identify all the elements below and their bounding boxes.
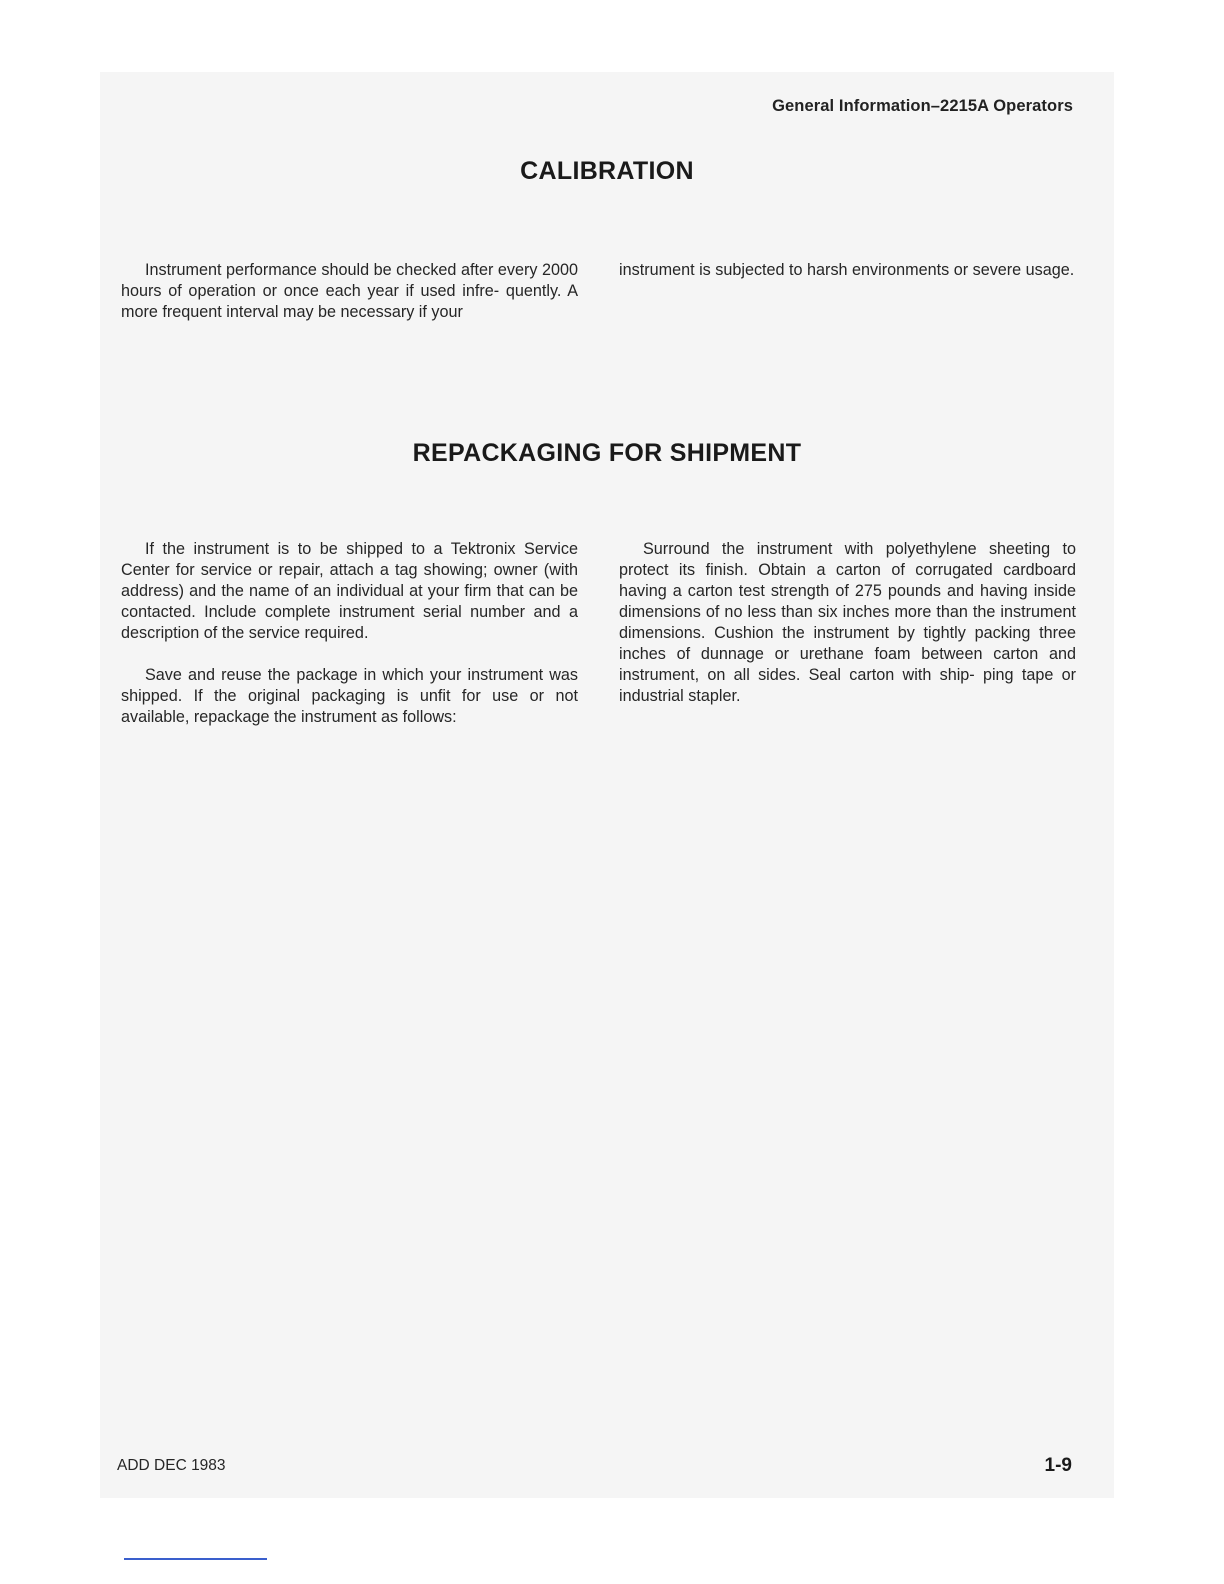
section-title-calibration: CALIBRATION <box>520 157 694 185</box>
repackaging-paragraph-reuse: Save and reuse the package in which your instrument was shipped. If the original packaging is unfit for use or not available, repackage the instrument as follows: <box>121 666 578 726</box>
page-number: 1-9 <box>1044 1455 1072 1476</box>
edge-rule <box>124 1558 267 1560</box>
section-title-repackaging: REPACKAGING FOR SHIPMENT <box>412 439 802 467</box>
calibration-paragraph-continued: instrument is subjected to harsh environments or severe usage. <box>619 261 1075 279</box>
running-head: General Information–2215A Operators <box>772 97 1073 115</box>
repackaging-right-column <box>619 539 1076 728</box>
calibration-left-column <box>121 260 578 344</box>
revision-note: ADD DEC 1983 <box>117 1457 226 1474</box>
document-page <box>100 72 1114 1498</box>
repackaging-paragraph-service: If the instrument is to be shipped to a Tektronix Service Center for service or repair, attach a tag showing; owner (with address) and the name of an individual at your firm that can be contacted. Include complete instrument serial number and a description of the service required. <box>121 540 578 642</box>
repackaging-paragraph-procedure: Surround the instrument with polyethylene sheeting to protect its finish. Obtain a carton of corrugated cardboard having a carton test strength of 275 pounds and having inside dimensions of no less than six inches more than the instrument dimensions. Cushion the instrument by tightly packing three inches of dunnage or urethane foam between carton and instrument, on all sides. Seal carton with ship- ping tape or industrial stapler. <box>619 540 1076 705</box>
repackaging-left-column <box>121 539 578 749</box>
calibration-paragraph: Instrument performance should be checked after every 2000 hours of operation or once each year if used infre- quently. A more frequent interval may be necessary if your <box>121 261 578 321</box>
calibration-right-column <box>619 260 1076 302</box>
